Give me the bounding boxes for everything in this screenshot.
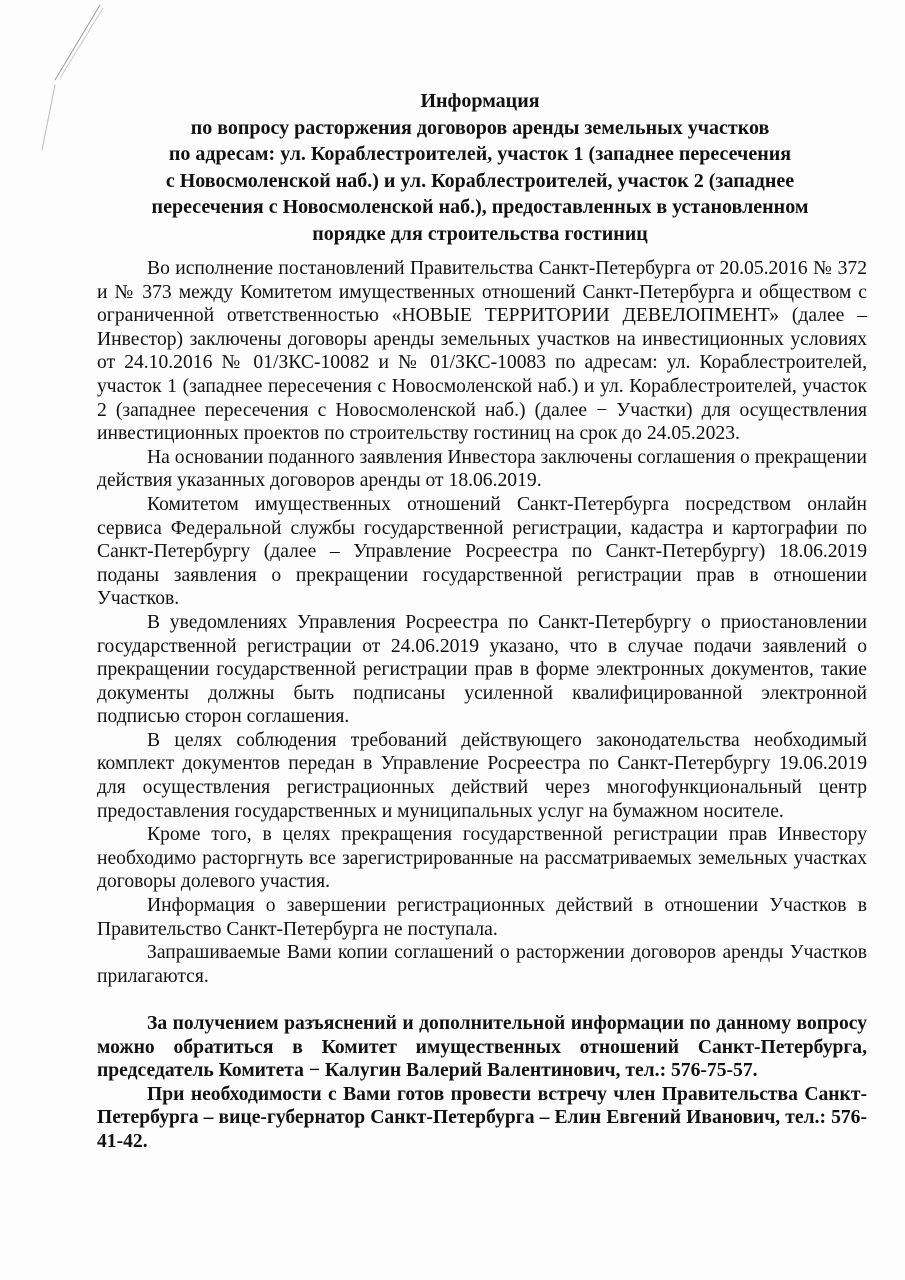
body-paragraph: Во исполнение постановлений Правительства Санкт-Петербурга от 20.05.2016 № 372 и № 373 между Комитетом имущественных отношений Санкт-Петербурга и обществом с ограниченной ответственностью «НОВЫЕ ТЕРРИТОРИИ ДЕВЕЛОПМЕНТ» (далее – Инвестор) заключены договоры аренды земельных участков на инвестиционных условиях от 24.10.2016 № 01/ЗКС-10082 и № 01/ЗКС-10083 по адресам: ул. Кораблестроителей, участок 1 (западнее пересечения с Новосмоленской наб.) и ул. Кораблестроителей, участок 2 (западнее пересечения с Новосмоленской наб.) (далее − Участки) для осуществления инвестиционных проектов по строительству гостиниц на срок до 24.05.2023.	[97, 258, 867, 445]
title-line: по адресам: ул. Кораблестроителей, участок 1 (западнее пересечения	[168, 143, 792, 165]
title-line: порядке для строительства гостиниц	[312, 222, 648, 245]
document-title	[95, 88, 865, 247]
contact-paragraph: При необходимости с Вами готов провести встречу член Правительства Санкт-Петербурга – вице-губернатор Санкт-Петербурга – Елин Евгений Иванович, тел.: 576-41-42.	[97, 1083, 867, 1152]
document-body	[97, 257, 867, 988]
title-line: с Новосмоленской наб.) и ул. Кораблестроителей, участок 2 (западнее	[165, 169, 795, 192]
body-paragraph: Кроме того, в целях прекращения государственной регистрации прав Инвестору необходимо расторгнуть все зарегистрированные на рассматриваемых земельных участках договоры долевого участия.	[97, 824, 867, 893]
contact-info	[97, 1012, 867, 1154]
title-line: по вопросу расторжения договоров аренды земельных участков	[190, 116, 770, 139]
body-paragraph: На основании поданного заявления Инвестора заключены соглашения о прекращении действия указанных договоров аренды от 18.06.2019.	[97, 446, 867, 492]
body-paragraph: Комитетом имущественных отношений Санкт-Петербурга посредством онлайн сервиса Федеральной службы государственной регистрации, кадастра и картографии по Санкт-Петербургу (далее – Управление Росреестра по Санкт-Петербургу) 18.06.2019 поданы заявления о прекращении государственной регистрации прав в отношении Участков.	[97, 493, 867, 610]
title-line: пересечения с Новосмоленской наб.), предоставленных в установленном	[151, 196, 809, 218]
body-paragraph: Запрашиваемые Вами копии соглашений о расторжении договоров аренды Участков прилагаются.	[97, 942, 867, 987]
body-paragraph: В уведомлениях Управления Росреестра по Санкт-Петербургу о приостановлении государственной регистрации от 24.06.2019 указано, что в случае подачи заявлений о прекращении государственной регистрации прав в форме электронных документов, такие документы должны быть подписаны усиленной квалифицированной электронной подписью сторон соглашения.	[97, 611, 867, 728]
body-paragraph: Информация о завершении регистрационных действий в отношении Участков в Правительство Санкт-Петербурга не поступала.	[97, 895, 867, 940]
body-paragraph: В целях соблюдения требований действующего законодательства необходимый комплект документов передан в Управление Росреестра по Санкт-Петербургу 19.06.2019 для осуществления регистрационных действий через многофункциональный центр предоставления государственных и муниципальных услуг на бумажном носителе.	[97, 729, 867, 822]
title-line: Информация	[420, 90, 540, 112]
contact-paragraph: За получением разъяснений и дополнительной информации по данному вопросу можно обратиться в Комитет имущественных отношений Санкт-Петербурга, председатель Комитета − Калугин Валерий Валентинович, тел.: 576-75-57.	[97, 1013, 867, 1082]
